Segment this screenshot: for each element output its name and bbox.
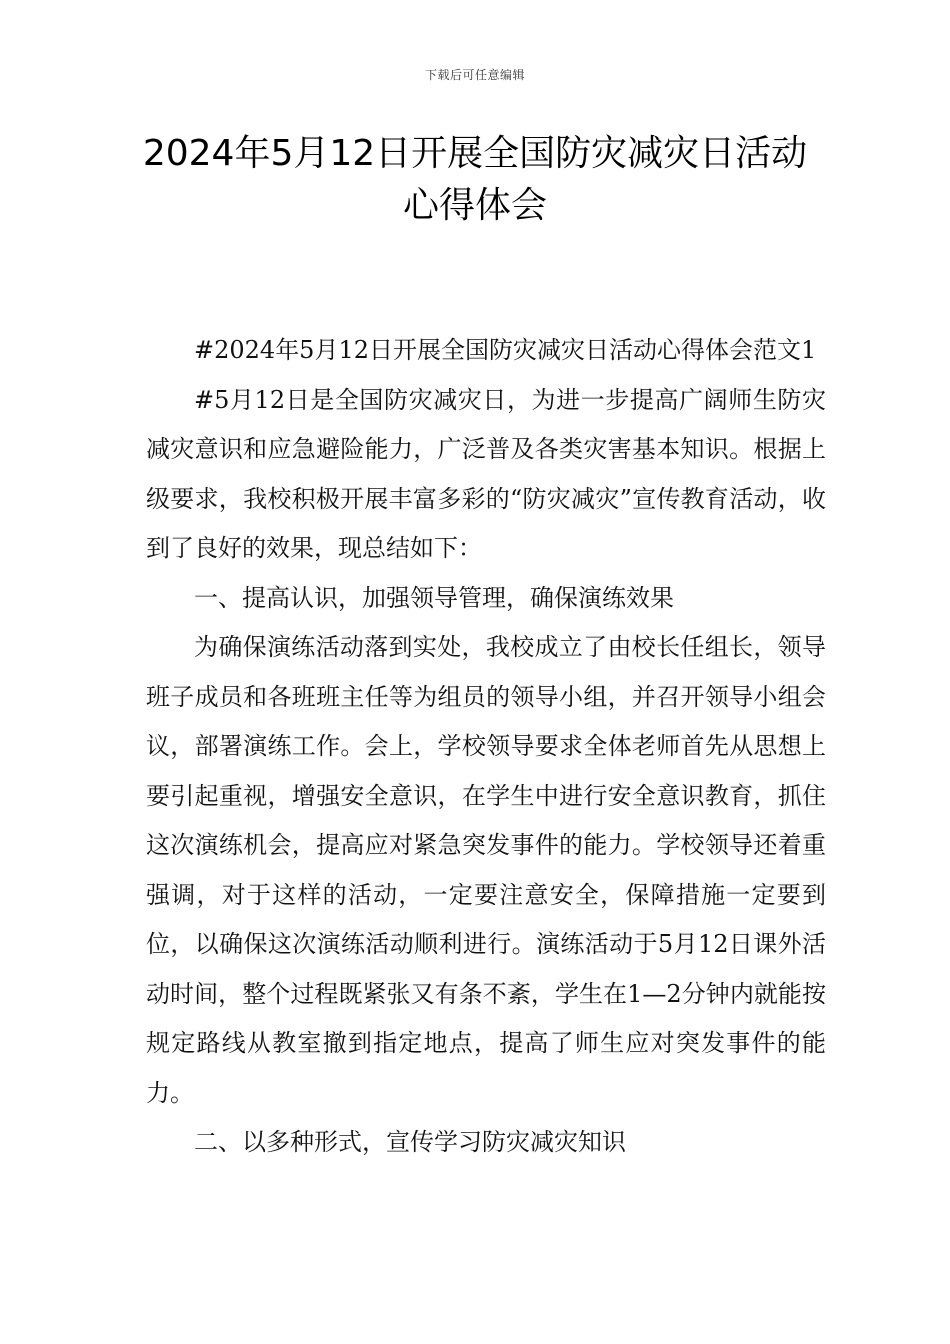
- header-note: 下载后可任意编辑: [424, 68, 525, 82]
- document-body: [146, 326, 826, 1168]
- title-line-2: 心得体会: [402, 185, 547, 226]
- section-heading-2: 二、以多种形式，宣传学习防灾减灾知识: [194, 1128, 626, 1156]
- document-title: [120, 128, 830, 232]
- paragraph-intro: #5月12日是全国防灾减灾日，为进一步提高广阔师生防灾减灾意识和应急避险能力，广泛普及各类灾害基本知识。根据上级要求，我校积极开展丰富多彩的“防灾减灾”宣传教育活动，收到了良好的效果，现总结如下：: [146, 385, 826, 562]
- paragraph-heading: #2024年5月12日开展全国防灾减灾日活动心得体会范文1: [194, 336, 817, 364]
- paragraph-section-1: 为确保演练活动落到实处，我校成立了由校长任组长，领导班子成员和各班班主任等为组员的领导小组，并召开领导小组会议，部署演练工作。会上，学校领导要求全体老师首先从思想上要引起重视，增强安全意识，在学生中进行安全意识教育，抓住这次演练机会，提高应对紧急突发事件的能力。学校领导还着重强调，对于这样的活动，一定要注意安全，保障措施一定要到位，以确保这次演练活动顺利进行。演练活动于5月12日课外活动时间，整个过程既紧张又有条不紊，学生在1—2分钟内就能按规定路线从教室撤到指定地点，提高了师生应对突发事件的能力。: [146, 633, 826, 1107]
- section-heading-1: 一、提高认识，加强领导管理，确保演练效果: [194, 583, 674, 612]
- title-line-1: 2024年5月12日开展全国防灾减灾日活动: [142, 133, 808, 174]
